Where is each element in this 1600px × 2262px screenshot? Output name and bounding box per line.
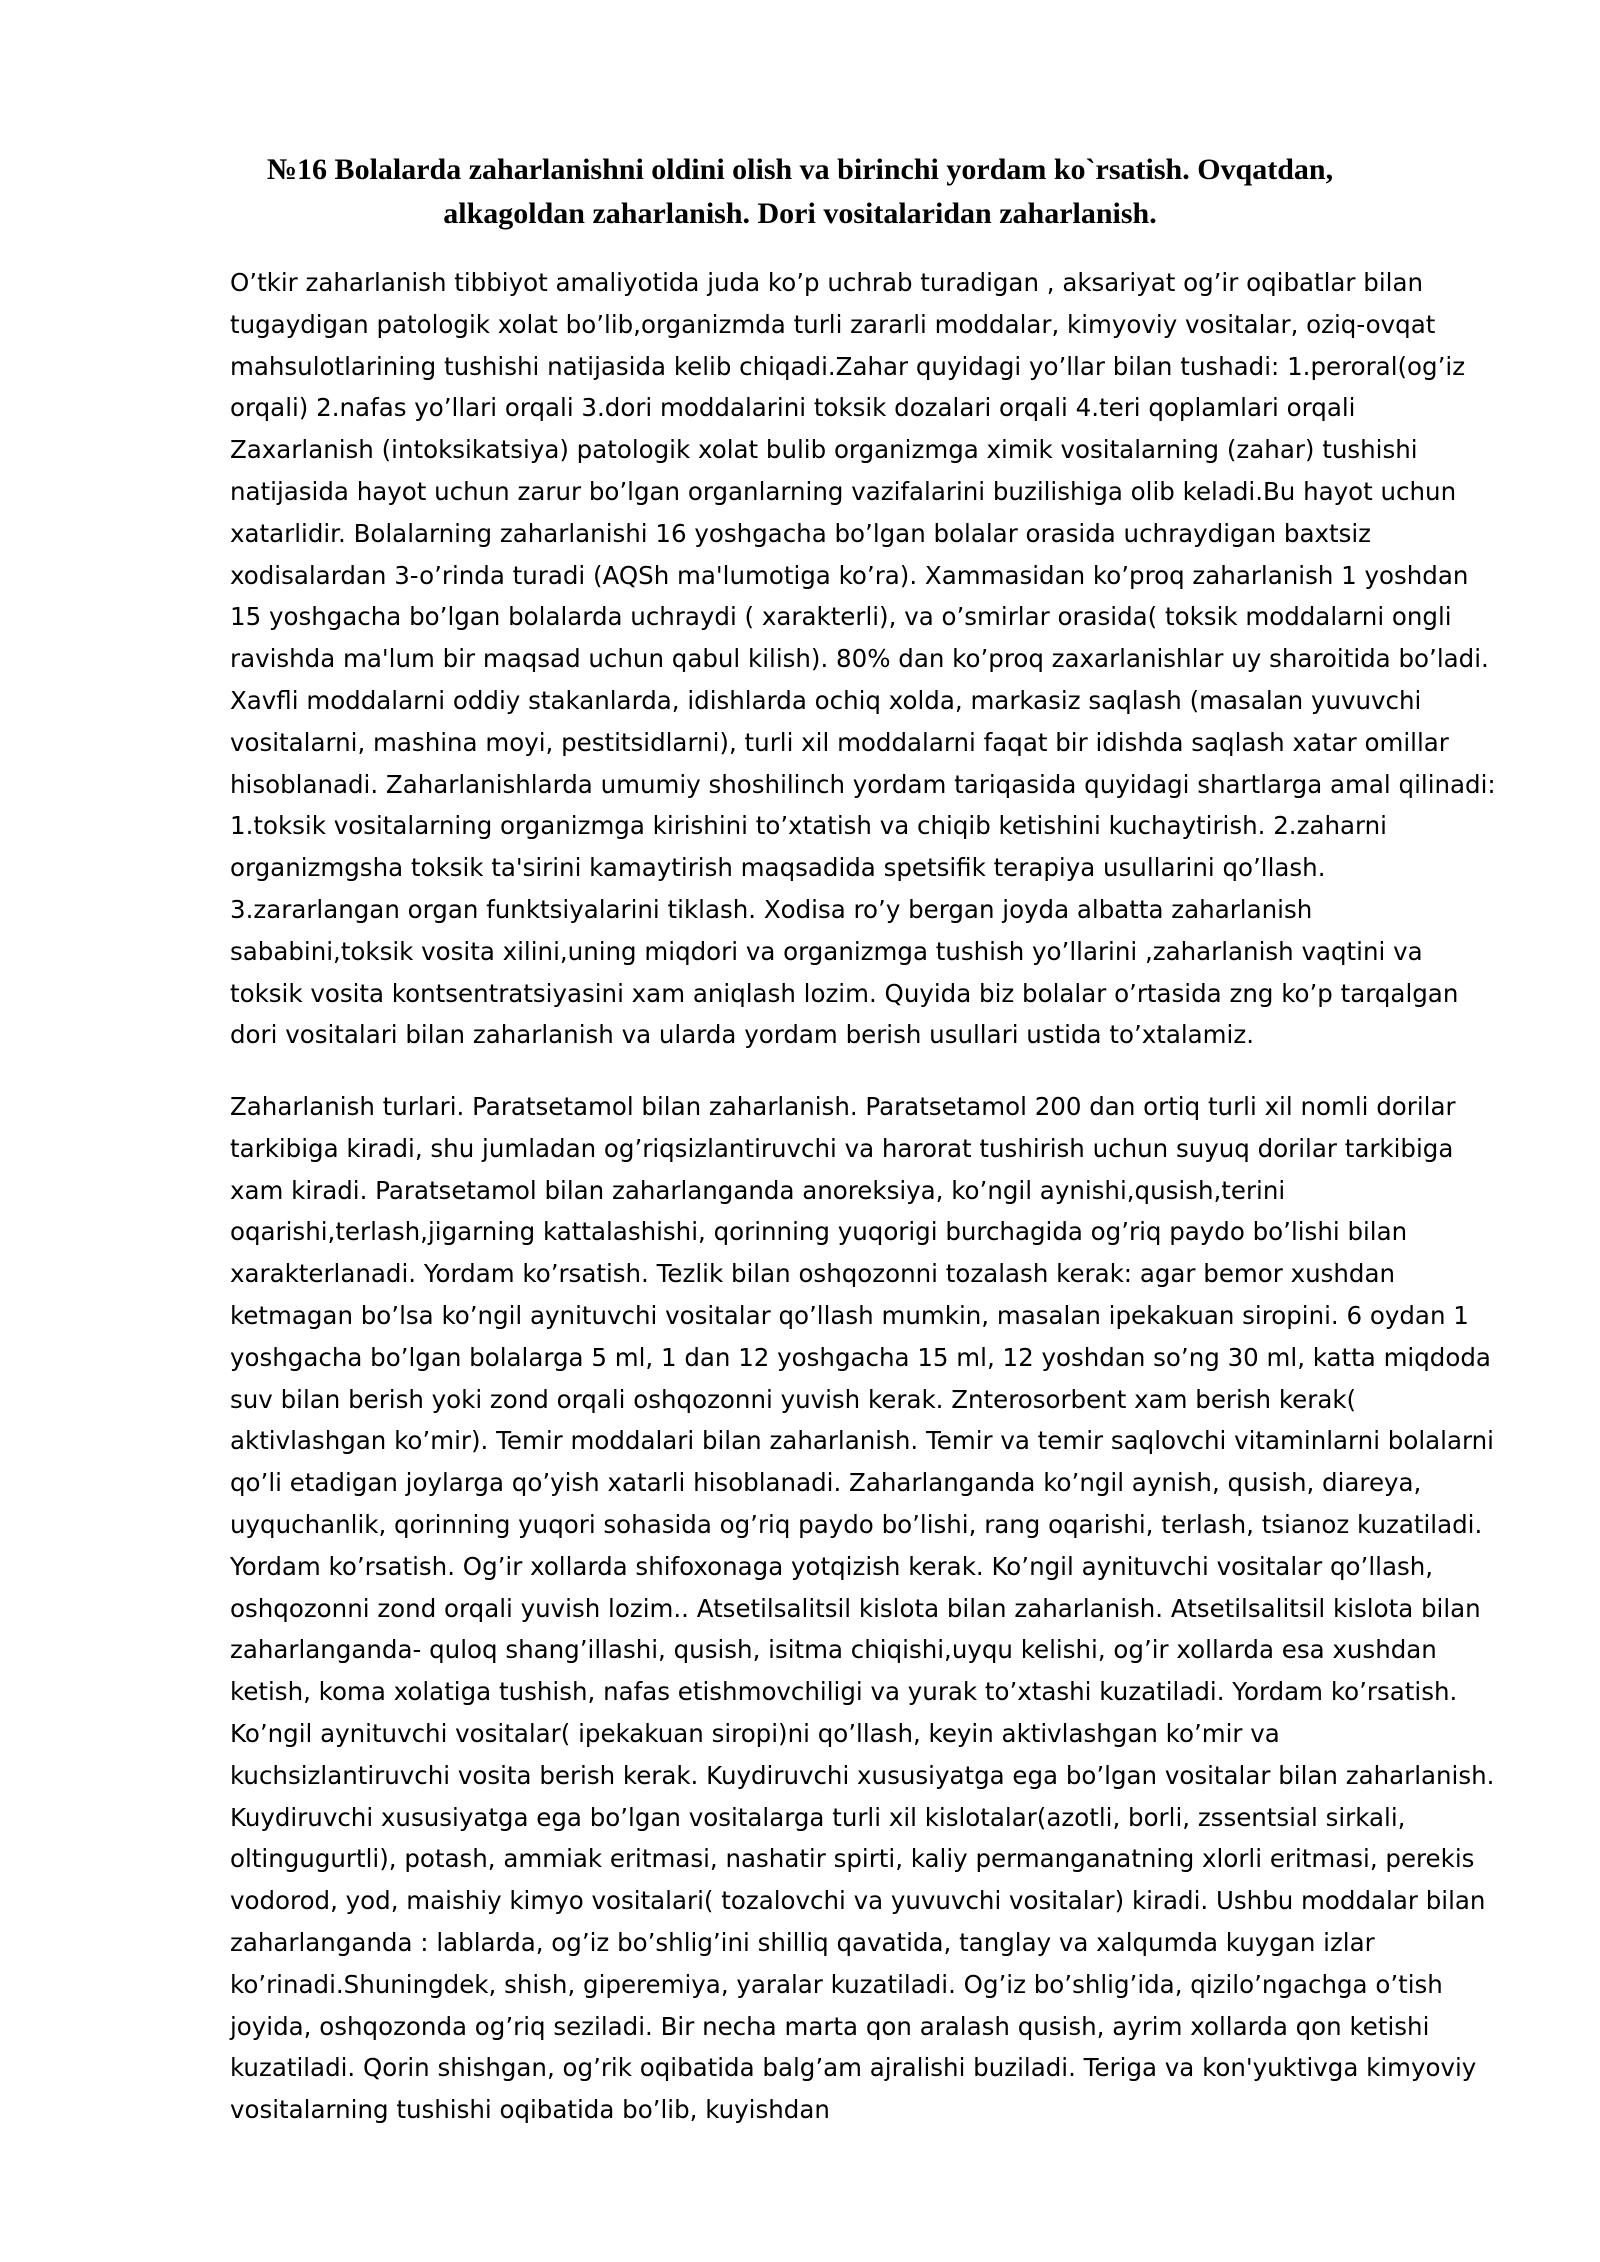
paragraph-poisoning-types: Zaharlanish turlari. Paratsetamol bilan zaharlanish. Paratsetamol 200 dan ortiq turli xil nomli dorilar tarkibiga kiradi, shu jumladan og’riqsizlantiruvchi va harorat tushirish uchun suyuq dorilar tarkibiga xam kiradi. Paratsetamol bilan zaharlanganda anoreksiya, ko’ngil aynishi,qusish,terini oqarishi,terlash,jigarning kattalashishi, qorinning yuqorigi burchagida og’riq paydo bo’lishi bilan xarakterlanadi. Yordam ko’rsatish. Tezlik bilan oshqozonni tozalash kerak: agar bemor xushdan ketmagan bo’lsa ko’ngil aynituvchi vositalar qo’llash mumkin, masalan ipekakuan siropini. 6 oydan 1 yoshgacha bo’lgan bolalarga 5 ml, 1 dan 12 yoshgacha 15 ml, 12 yoshdan so’ng 30 ml, katta miqdoda suv bilan berish yoki zond orqali oshqozonni yuvish kerak. Znterosorbent xam berish kerak( aktivlashgan ko’mir). Temir moddalari bilan zaharlanish. Temir va temir saqlovchi vitaminlarni bolalarni qo’li etadigan joylarga qo’yish xatarli hisoblanadi. Zaharlanganda ko’ngil aynish, qusish, diareya, uyquchanlik, qorinning yuqori sohasida og’riq paydo bo’lishi, rang oqarishi, terlash, tsianoz kuzatiladi. Yordam ko’rsatish. Og’ir xollarda shifoxonaga yotqizish kerak. Ko’ngil aynituvchi vositalar qo’llash, oshqozonni zond orqali yuvish lozim.. Atsetilsalitsil kislota bilan zaharlanish. Atsetilsalitsil kislota bilan zaharlanganda- quloq shang’illashi, qusish, isitma chiqishi,uyqu kelishi, og’ir xollarda esa xushdan ketish, koma xolatiga tushish, nafas etishmovchiligi va yurak to’xtashi kuzatiladi. Yordam ko’rsatish. Ko’ngil aynituvchi vositalar( ipekakuan siropi)ni qo’llash, keyin aktivlashgan ko’mir va kuchsizlantiruvchi vosita berish kerak. Kuydiruvchi xususiyatga ega bo’lgan vositalar bilan zaharlanish. Kuydiruvchi xususiyatga ega bo’lgan vositalarga turli xil kislotalar(azotli, borli, zssentsial sirkali, oltingugurtli), potash, ammiak eritmasi, nashatir spirti, kaliy permanganatning xlorli eritmasi, perekis vodorod, yod, maishiy kimyo vositalari( tozalovchi va yuvuvchi vositalar) kiradi. Ushbu moddalar bilan zaharlanganda : lablarda, og’iz bo’shlig’ini shilliq qavatida, tanglay va xalqumda kuygan izlar ko’rinadi.Shuningdek, shish, giperemiya, yaralar kuzatiladi. Og’iz bo’shlig’ida, qizilo’ngachga o’tish joyida, oshqozonda og’riq seziladi. Bir necha marta qon aralash qusish, ayrim xollarda qon ketishi kuzatiladi. Qorin shishgan, og’rik oqibatida balg’am ajralishi buziladi. Teriga va kon'yuktivga kimyoviy vositalarning tushishi oqibatida bo’lib, kuyishdan bbox=[230, 1092, 1495, 2125]
paragraph-intro: O’tkir zaharlanish tibbiyot amaliyotida juda ko’p uchrab turadigan , aksariyat og’ir oqibatlar bilan tugaydigan patologik xolat bo’lib,organizmda turli zararli moddalar, kimyoviy vositalar, oziq-ovqat mahsulotlarining tushishi natijasida kelib chiqadi.Zahar quyidagi yo’llar bilan tushadi: 1.peroral(og’iz orqali) 2.nafas yo’llari orqali 3.dori moddalarini toksik dozalari orqali 4.teri qoplamlari orqali Zaxarlanish (intoksikatsiya) patologik xolat bulib organizmga ximik vositalarning (zahar) tushishi natijasida hayot uchun zarur bo’lgan organlarning vazifalarini buzilishiga olib keladi.Bu hayot uchun xatarlidir. Bolalarning zaharlanishi 16 yoshgacha bo’lgan bolalar orasida uchraydigan baxtsiz xodisalardan 3-o’rinda turadi (AQSh ma'lumotiga ko’ra). Xammasidan ko’proq zaharlanish 1 yoshdan 15 yoshgacha bo’lgan bolalarda uchraydi ( xarakterli), va o’smirlar orasida( toksik moddalarni ongli ravishda ma'lum bir maqsad uchun qabul kilish). 80% dan ko’proq zaxarlanishlar uy sharoitida bo’ladi. Xavfli moddalarni oddiy stakanlarda, idishlarda ochiq xolda, markasiz saqlash (masalan yuvuvchi vositalarni, mashina moyi, pestitsidlarni), turli xil moddalarni faqat bir idishda saqlash xatar omillar hisoblanadi. Zaharlanishlarda umumiy shoshilinch yordam tariqasida quyidagi shartlarga amal qilinadi: 1.toksik vositalarning organizmga kirishini to’xtatish va chiqib ketishini kuchaytirish. 2.zaharni organizmgsha toksik ta'sirini kamaytirish maqsadida spetsifik terapiya usullarini qo’llash. 3.zararlangan organ funktsiyalarini tiklash. Xodisa ro’y bergan joyda albatta zaharlanish sababini,toksik vosita xilini,uning miqdori va organizmga tushish yo’llarini ,zaharlanish vaqtini va toksik vosita kontsentratsiyasini xam aniqlash lozim. Quyida biz bolalar o’rtasida zng ko’p tarqalgan dori vositalari bilan zaharlanish va ularda yordam berish usullari ustida to’xtalamiz. bbox=[230, 268, 1496, 1050]
document-title: №16 Bolalarda zaharlanishni oldini olish va birinchi yordam ko`rsatish. Ovqatdan, alkagoldan zaharlanish. Dori vositalaridan zaharlanish. bbox=[266, 153, 1334, 230]
